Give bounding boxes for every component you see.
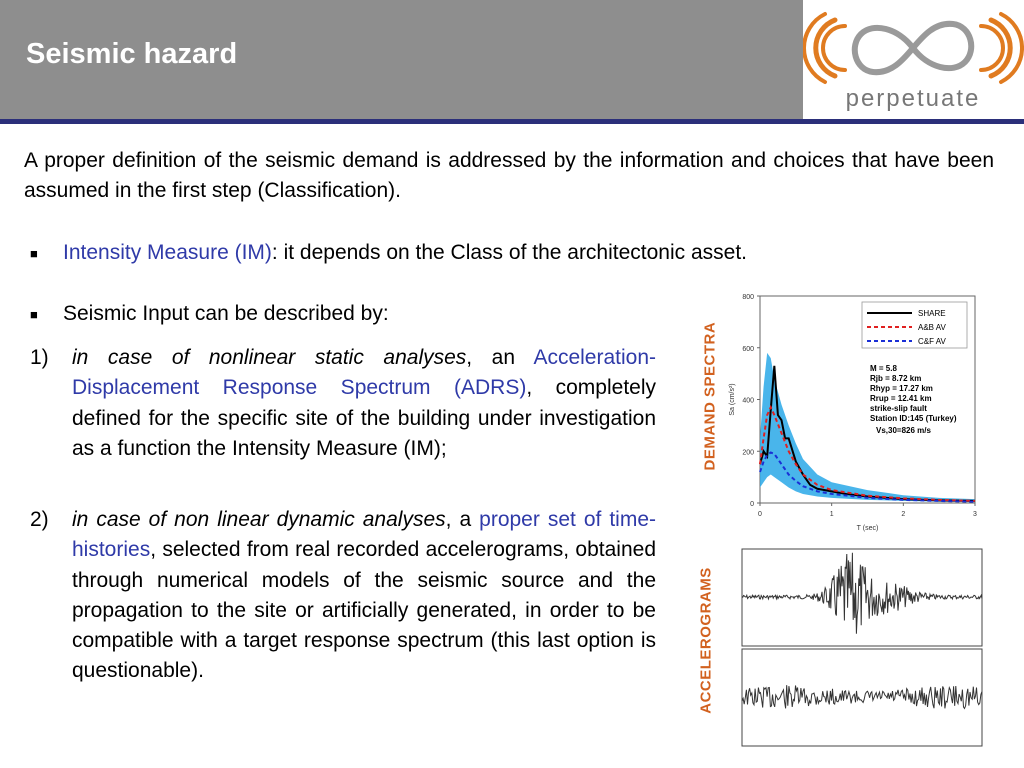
x-tick-label: 1 [829,511,834,518]
list-item [30,343,656,464]
x-tick-label: 0 [758,511,762,518]
y-tick-label: 600 [742,345,754,353]
y-axis-label: Sa (cm/s²) [729,383,736,416]
accelerogram-trace [742,685,982,708]
bullet-square-icon: ■ [30,246,38,261]
x-tick-label: 3 [973,511,977,518]
y-tick-label: 400 [742,397,754,405]
item-text: , selected from real recorded accelerograms, obtained through numerical models of the seismic source and the propagation to the site or artificially generated, in order to be compatible with a target response spectrum (this last option is questionable). [72,538,656,683]
bullet-intensity-measure [63,238,943,268]
header-divider [0,119,1024,124]
logo-wordmark: perpetuate [845,85,981,112]
x-tick-label: 2 [901,511,906,518]
item-number: 2) [30,508,49,531]
x-axis-label: T (sec) [856,525,879,532]
item-lead: in case of non linear dynamic analyses [72,508,446,531]
item-text: , completely defined for the specific site of the building under investigation as a function the Intensity Measure (IM); [72,376,657,460]
annotation-line: Rjb = 8.72 km [870,374,922,383]
item-sep: , an [466,346,534,369]
item-highlight: Acceleration-Displacement Response Spectrum (ADRS) [72,346,657,400]
legend-label: C&F AV [918,337,946,346]
bullet-seismic-input: Seismic Input can be described by: [63,302,389,325]
demand-spectra-label: DEMAND SPECTRA [701,321,719,471]
item-sep: , a [445,508,480,531]
y-tick-label: 200 [742,449,754,457]
annotation-line: strike-slip fault [870,404,927,413]
annotation-line: Vs,30=826 m/s [876,426,931,435]
im-highlight: Intensity Measure (IM) [63,241,272,264]
accelerogram-trace [742,553,982,634]
bullet-square-icon: ■ [30,307,38,322]
item-lead: in case of nonlinear static analyses [72,346,467,369]
annotation-line: Station ID:145 (Turkey) [870,414,957,423]
header-bar [0,0,803,119]
list-item [30,505,656,687]
item-highlight: proper set of time-histories [72,508,657,562]
slide-title: Seismic hazard [26,38,238,70]
y-tick-label: 800 [742,294,754,301]
accelerograms-chart [738,547,986,749]
item-number: 1) [30,346,49,369]
demand-spectrum-chart [720,288,990,538]
annotation-line: Rhyp = 17.27 km [870,384,933,393]
perpetuate-logo [803,0,1024,119]
im-text: : it depends on the Class of the architectonic asset. [271,241,748,264]
intro-paragraph: A proper definition of the seismic demand is addressed by the information and choices that have been assumed in the first step (Classification). [24,149,994,202]
annotation-line: Rrup = 12.41 km [870,394,932,403]
annotation-line: M = 5.8 [870,364,897,373]
legend-label: SHARE [918,309,946,318]
accelerograms-label: ACCELEROGRAMS [697,567,715,714]
legend-label: A&B AV [918,323,946,332]
accelerogram-frame [742,649,982,746]
y-tick-label: 0 [750,501,754,508]
